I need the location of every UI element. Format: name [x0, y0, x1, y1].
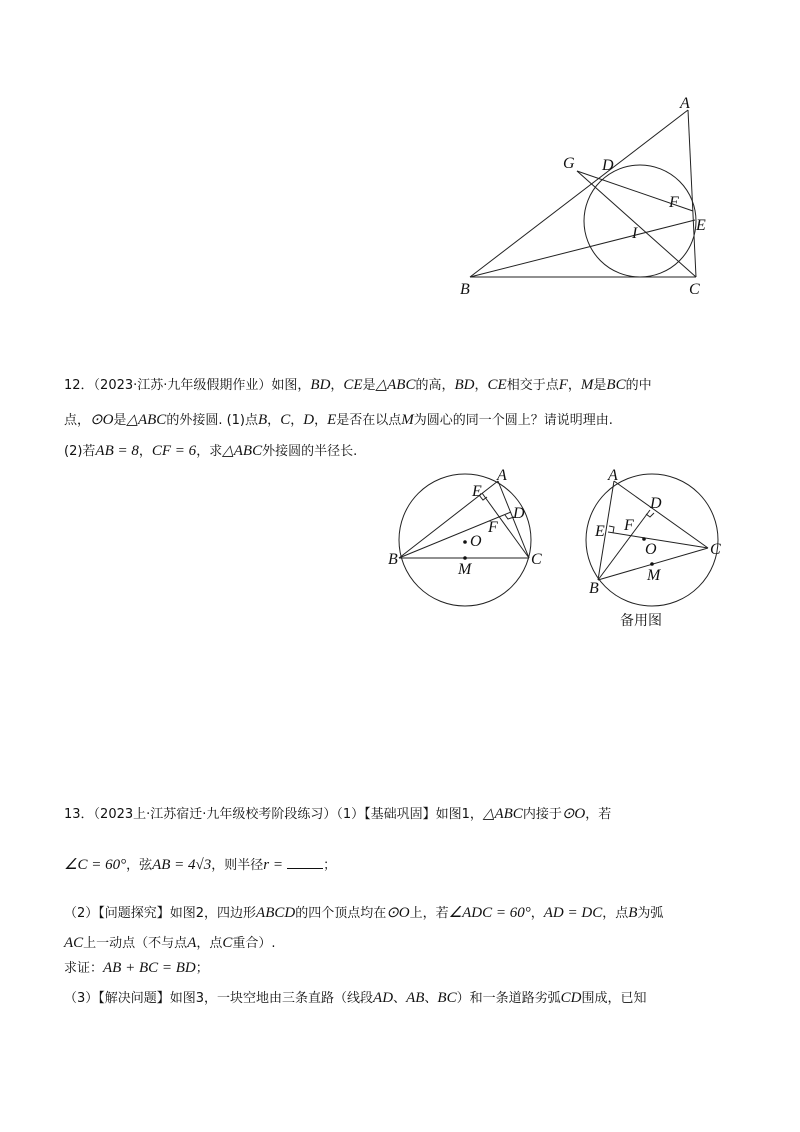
- label-O: O: [645, 541, 657, 558]
- label-B: B: [388, 551, 398, 568]
- label-F: F: [624, 517, 634, 534]
- label-D: D: [513, 505, 525, 522]
- answer-blank[interactable]: [287, 856, 323, 869]
- q12-figure-2: [582, 466, 732, 631]
- label-O: O: [470, 533, 482, 550]
- q12-figure-2-svg: [582, 466, 732, 631]
- label-E: E: [595, 523, 605, 540]
- q13-line-6: （3）【解决问题】如图3，一块空地由三条直路（线段AD、AB、BC）和一条道路劣弧CD围成，已知: [64, 990, 647, 1006]
- q12-figure-1: [388, 468, 548, 608]
- label-F: F: [669, 194, 679, 211]
- segment-AC: [614, 481, 708, 548]
- label-I: I: [632, 225, 638, 242]
- label-E: E: [472, 483, 482, 500]
- backup-figure-caption: 备用图: [620, 613, 662, 629]
- label-C: C: [710, 541, 721, 558]
- segment-BA: [399, 481, 498, 558]
- label-M: M: [647, 567, 661, 584]
- label-G: G: [563, 155, 575, 172]
- q13-line-4: AC上一动点（不与点A，点C重合）.: [64, 935, 276, 951]
- q12-line-1: 12．（2023·江苏·九年级假期作业）如图，BD，CE是△ABC的高，BD，CE相交于点F，M是BC的中: [64, 377, 652, 393]
- point-M: [650, 562, 654, 566]
- q12-line-2: 点，⊙O是△ABC的外接圆. (1)点B，C，D，E是否在以点M为圆心的同一个圆上？请说明理由.: [64, 412, 613, 428]
- q12-line-3: (2)若AB = 8，CF = 6，求△ABC外接圆的半径长.: [64, 443, 358, 459]
- point-M: [463, 556, 467, 560]
- circumcircle: [586, 474, 718, 606]
- segment-BE: [470, 220, 695, 277]
- q13-line-3: （2）【问题探究】如图2，四边形ABCD的四个顶点均在⊙O上，若∠ADC = 60°，AD = DC，点B为弧: [64, 905, 664, 921]
- label-B: B: [460, 281, 470, 298]
- figure-top-svg: [460, 95, 720, 303]
- incircle: [584, 165, 696, 277]
- label-F: F: [488, 519, 498, 536]
- label-D: D: [602, 157, 614, 174]
- figure-top: [460, 95, 720, 303]
- label-D: D: [650, 495, 662, 512]
- circumcircle: [399, 474, 531, 606]
- point-O: [463, 540, 467, 544]
- q12-figure-1-svg: [388, 468, 548, 608]
- label-A: A: [497, 467, 507, 484]
- label-A: A: [608, 467, 618, 484]
- label-C: C: [689, 281, 700, 298]
- q13-line-2: ∠C = 60°，弦AB = 4√3，则半径r = ；: [64, 857, 337, 873]
- label-B: B: [589, 580, 599, 597]
- label-M: M: [458, 561, 472, 578]
- q13-line-5: 求证：AB + BC = BD；: [64, 960, 209, 976]
- label-A: A: [680, 95, 690, 112]
- segment-BA: [470, 110, 688, 277]
- label-C: C: [531, 551, 542, 568]
- label-E: E: [696, 217, 706, 234]
- q13-line-1: 13．（2023上·江苏宿迁·九年级校考阶段练习）（1）【基础巩固】如图1，△ABC内接于⊙O，若: [64, 806, 612, 822]
